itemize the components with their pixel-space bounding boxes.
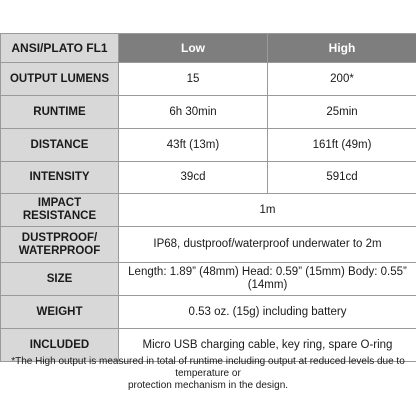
- high-value: 591cd: [268, 162, 416, 194]
- row-label: IMPACT RESISTANCE: [1, 194, 119, 227]
- footnote-line2: protection mechanism in the design.: [127, 380, 289, 391]
- row-label: INCLUDED: [1, 329, 119, 362]
- row-label: WEIGHT: [1, 296, 119, 329]
- row-label: INTENSITY: [1, 162, 119, 194]
- merged-value: Micro USB charging cable, key ring, spare O-ring: [119, 329, 416, 362]
- merged-value: 1m: [119, 194, 416, 227]
- row-label: DISTANCE: [1, 129, 119, 162]
- low-value: 15: [119, 63, 268, 96]
- header-row: [1, 34, 416, 63]
- row-label: [1, 227, 119, 263]
- row-intensity: [1, 162, 416, 194]
- row-label: SIZE: [1, 263, 119, 296]
- high-value: 25min: [268, 96, 416, 129]
- merged-value: IP68, dustproof/waterproof underwater to 2m: [119, 227, 416, 263]
- merged-value: Length: 1.89” (48mm) Head: 0.59” (15mm) Body: 0.55” (14mm): [119, 263, 416, 296]
- row-size: [1, 263, 416, 296]
- row-weight: [1, 296, 416, 329]
- row-output-lumens: [1, 63, 416, 96]
- header-high: High: [268, 34, 416, 63]
- spec-table: [0, 33, 416, 362]
- row-label: RUNTIME: [1, 96, 119, 129]
- low-value: 43ft (13m): [119, 129, 268, 162]
- merged-value: 0.53 oz. (15g) including battery: [119, 296, 416, 329]
- footnote-line1: *The High output is measured in total of runtime including output at reduced levels due to temperature or: [11, 356, 405, 379]
- footnote: [4, 356, 412, 392]
- row-label: OUTPUT LUMENS: [1, 63, 119, 96]
- low-value: 39cd: [119, 162, 268, 194]
- row-label-line2: WATERPROOF: [18, 244, 101, 257]
- high-value: 200*: [268, 63, 416, 96]
- header-label: ANSI/PLATO FL1: [1, 34, 119, 63]
- row-runtime: [1, 96, 416, 129]
- row-dustproof-waterproof: [1, 227, 416, 263]
- high-value: 161ft (49m): [268, 129, 416, 162]
- header-low: Low: [119, 34, 268, 63]
- low-value: 6h 30min: [119, 96, 268, 129]
- row-impact-resistance: [1, 194, 416, 227]
- row-distance: [1, 129, 416, 162]
- row-label-line1: DUSTPROOF/: [21, 231, 98, 244]
